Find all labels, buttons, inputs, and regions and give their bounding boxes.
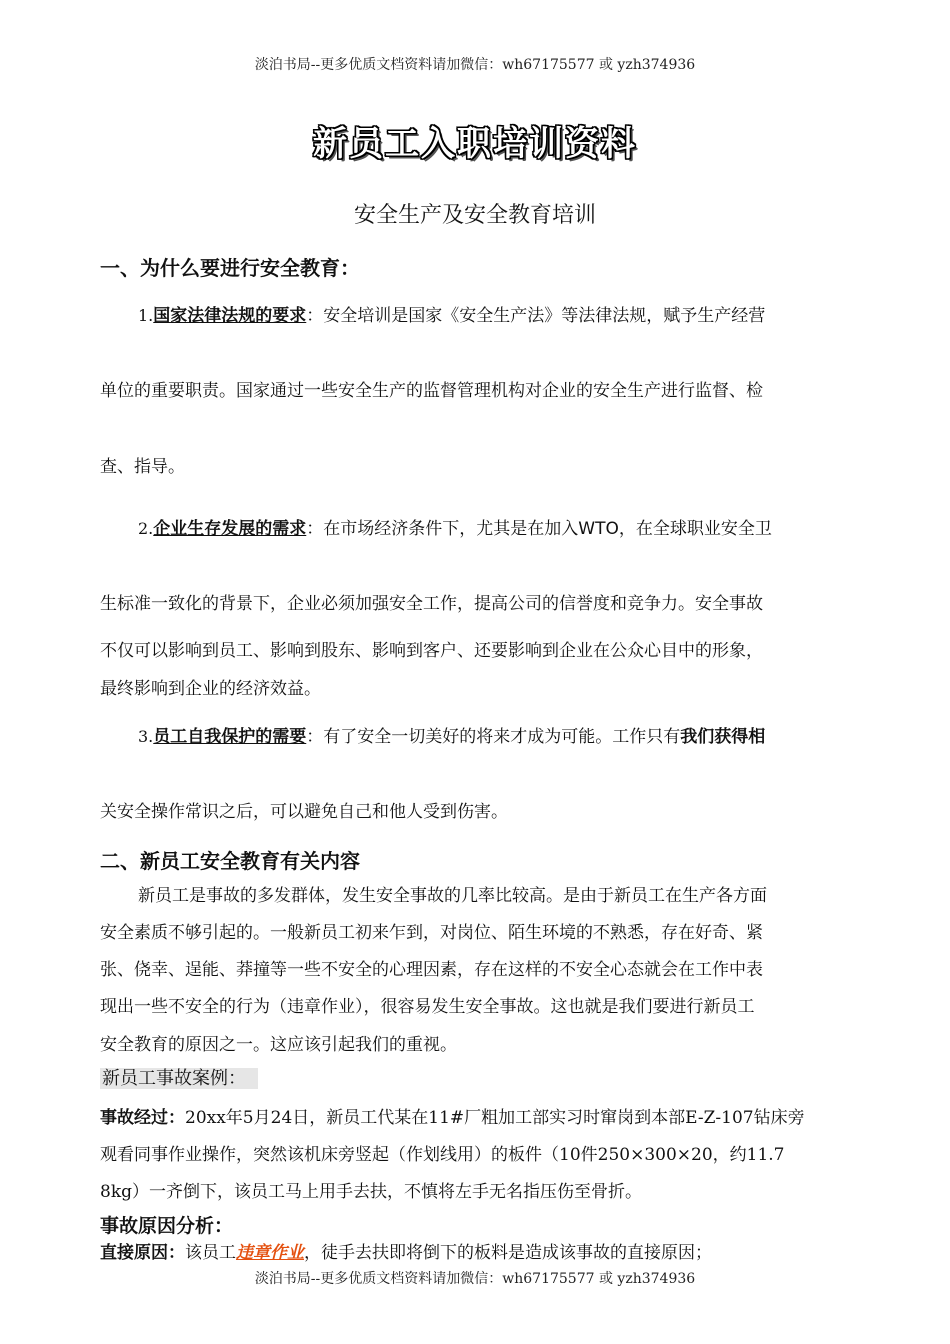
item3-label: 员工自我保护的需要 bbox=[153, 727, 307, 747]
item2-line4: 最终影响到企业的经济效益。 bbox=[100, 679, 321, 699]
case-text1: 20xx年5月24日，新员工代某在11#厂粗加工部实习时窜岗到本部E-Z-107钻床旁 bbox=[185, 1108, 805, 1128]
item1-number: 1. bbox=[138, 306, 154, 325]
item2-line2a: 生标准一致化的背景下，企业必须加强安全工作，提高公司的信誉度和竞争力。 bbox=[100, 594, 695, 614]
case-line1 bbox=[100, 1103, 805, 1128]
item2-line1 bbox=[138, 514, 772, 539]
item3-text: ：有了安全一切美好的将来才成为可能。工作只有 bbox=[306, 727, 681, 747]
section2-para-line1: 新员工是事故的多发群体，发生安全事故的几率比较高。是由于新员工在生产各方面 bbox=[138, 886, 767, 906]
section2-heading: 二、新员工安全教育有关内容 bbox=[100, 849, 360, 873]
item2-line2b: 安全事故 bbox=[695, 594, 763, 614]
case-line3: 8kg）一齐倒下，该员工马上用手去扶，不慎将左手无名指压伤至骨折。 bbox=[100, 1182, 642, 1202]
document-title: 新员工入职培训资料 bbox=[313, 124, 637, 164]
section2-para-line2: 安全素质不够引起的。一般新员工初来乍到，对岗位、陌生环境的不熟悉，存在好奇、紧 bbox=[100, 923, 763, 943]
item2-text: ：在市场经济条件下，尤其是在加入WTO，在全球职业安全卫 bbox=[306, 519, 772, 539]
item1-line1 bbox=[138, 301, 765, 326]
case-label: 事故经过： bbox=[100, 1108, 185, 1128]
case-line2: 观看同事作业操作，突然该机床旁竖起（作划线用）的板件（10件250×300×20，约11.7 bbox=[100, 1145, 785, 1165]
item2-number: 2. bbox=[138, 519, 154, 538]
item3-line1 bbox=[138, 722, 765, 747]
direct-cause-line bbox=[100, 1238, 712, 1263]
item1-text: ：安全培训是国家《安全生产法》等法律法规，赋予生产经营 bbox=[306, 306, 766, 326]
item1-line2: 单位的重要职责。国家通过一些安全生产的监督管理机构对企业的安全生产进行监督、检 bbox=[100, 381, 763, 401]
section2-para-line4: 现出一些不安全的行为（违章作业），很容易发生安全事故。这也就是我们要进行新员工 bbox=[100, 997, 755, 1017]
item1-line3: 查、指导。 bbox=[100, 457, 185, 477]
item2-line2 bbox=[100, 589, 763, 614]
item3-line2: 关安全操作常识之后，可以避免自己和他人受到伤害。 bbox=[100, 802, 508, 822]
section2-para-line5: 安全教育的原因之一。这应该引起我们的重视。 bbox=[100, 1035, 457, 1055]
analysis-heading: 事故原因分析： bbox=[100, 1215, 234, 1237]
direct-cause-highlight: 违章作业 bbox=[236, 1243, 304, 1263]
item3-text-bold: 我们获得相 bbox=[680, 727, 766, 747]
direct-cause-label: 直接原因： bbox=[100, 1243, 185, 1263]
direct-cause-post: ，徒手去扶即将倒下的板料是造成该事故的直接原因； bbox=[304, 1243, 712, 1263]
document-subtitle: 安全生产及安全教育培训 bbox=[353, 203, 596, 228]
item2-label: 企业生存发展的需求 bbox=[153, 519, 307, 539]
case-heading: 新员工事故案例： bbox=[100, 1064, 258, 1090]
item2-line3: 不仅可以影响到员工、影响到股东、影响到客户、还要影响到企业在公众心目中的形象， bbox=[100, 641, 763, 661]
page-header: 淡泊书局--更多优质文档资料请加微信：wh67175577 或 yzh374936 bbox=[254, 57, 696, 73]
section1-heading: 一、为什么要进行安全教育： bbox=[100, 256, 360, 280]
item1-label: 国家法律法规的要求 bbox=[153, 306, 307, 326]
item3-number: 3. bbox=[138, 727, 154, 746]
page-footer: 淡泊书局--更多优质文档资料请加微信：wh67175577 或 yzh374936 bbox=[254, 1271, 696, 1287]
direct-cause-pre: 该员工 bbox=[185, 1243, 236, 1263]
section2-para-line3: 张、侥幸、逞能、莽撞等一些不安全的心理因素，存在这样的不安全心态就会在工作中表 bbox=[100, 960, 763, 980]
